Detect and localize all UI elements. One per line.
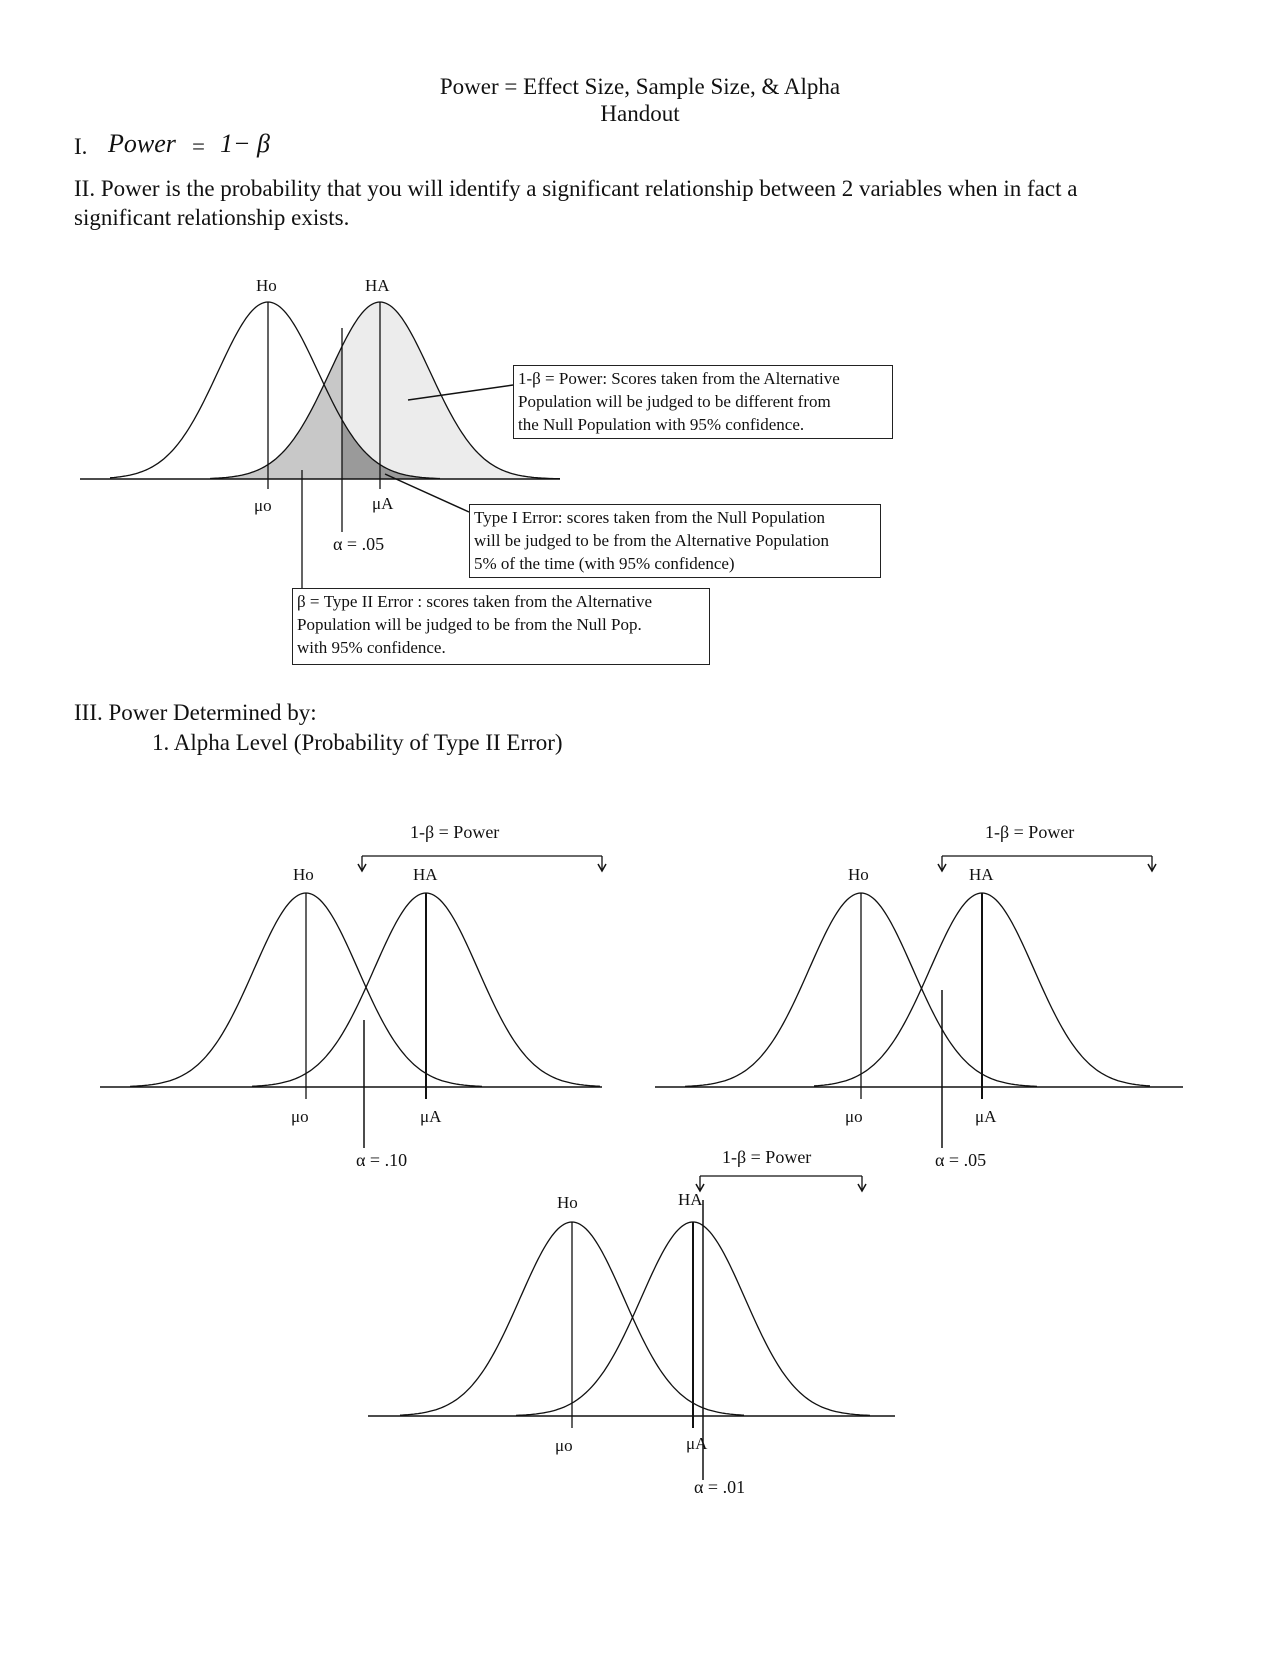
d4-h0-label: Ho	[557, 1193, 578, 1212]
d1-alpha-label: α = .05	[333, 534, 385, 554]
d2-alpha-label: α = .10	[356, 1150, 408, 1170]
d4-mu0-label: μo	[555, 1436, 573, 1455]
d1-beta-box-line: Population will be judged to be from the Null Pop.	[297, 615, 642, 634]
diagram-4-curves	[368, 1176, 895, 1480]
d3-power-label: 1-β = Power	[985, 822, 1075, 842]
d2-mu0-label: μo	[291, 1107, 309, 1126]
d1-power-box-line: Population will be judged to be different from	[518, 392, 831, 411]
d1-beta-box	[292, 588, 710, 665]
d1-mu0-label: μo	[254, 496, 272, 515]
d2-power-label: 1-β = Power	[410, 822, 500, 842]
d2-muA-label: μA	[420, 1107, 442, 1126]
section-2-line-1: II. Power is the probability that you will identify a significant relationship between 2 variables when in fact a	[74, 176, 1078, 201]
d2-h0-label: Ho	[293, 865, 314, 884]
d4-alpha-label: α = .01	[694, 1477, 746, 1497]
page-subtitle: Handout	[600, 101, 680, 126]
section-1-number: I.	[74, 134, 88, 159]
diagram-3-curves	[655, 856, 1183, 1148]
power-formula-lhs: Power	[108, 129, 176, 158]
d1-ha-label: HA	[365, 276, 390, 295]
power-formula-equals: =	[192, 134, 205, 159]
d4-power-label: 1-β = Power	[722, 1147, 812, 1167]
section-3-heading: III. Power Determined by:	[74, 700, 317, 725]
page-title: Power = Effect Size, Sample Size, & Alpha	[439, 74, 841, 99]
section-2-line-2: significant relationship exists.	[74, 205, 350, 230]
d3-muA-label: μA	[975, 1107, 997, 1126]
d1-beta-box-line: with 95% confidence.	[297, 638, 446, 657]
d1-type1-box	[469, 504, 881, 578]
d1-h0-label: Ho	[256, 276, 277, 295]
d1-type1-box-line: Type I Error: scores taken from the Null Population	[474, 508, 825, 527]
d3-mu0-label: μo	[845, 1107, 863, 1126]
d4-ha-label: HA	[678, 1190, 703, 1209]
d3-ha-label: HA	[969, 865, 994, 884]
d3-h0-label: Ho	[848, 865, 869, 884]
d1-type1-box-line: 5% of the time (with 95% confidence)	[474, 554, 735, 573]
d4-muA-label: μA	[686, 1434, 708, 1453]
d1-beta-box-line: β = Type II Error : scores taken from the Alternative	[297, 592, 653, 611]
d1-muA-label: μA	[372, 494, 394, 513]
d2-ha-label: HA	[413, 865, 438, 884]
d1-power-box	[513, 365, 893, 439]
diagram-2-curves	[100, 856, 606, 1148]
power-formula-rhs: 1− β	[220, 129, 270, 158]
d1-power-box-line: 1-β = Power: Scores taken from the Alternative	[518, 369, 840, 388]
d3-alpha-label: α = .05	[935, 1150, 987, 1170]
d1-power-box-line: the Null Population with 95% confidence.	[518, 415, 805, 434]
d1-type1-box-line: will be judged to be from the Alternative Population	[474, 531, 830, 550]
section-3-item-1: 1. Alpha Level (Probability of Type II Error)	[152, 730, 563, 755]
